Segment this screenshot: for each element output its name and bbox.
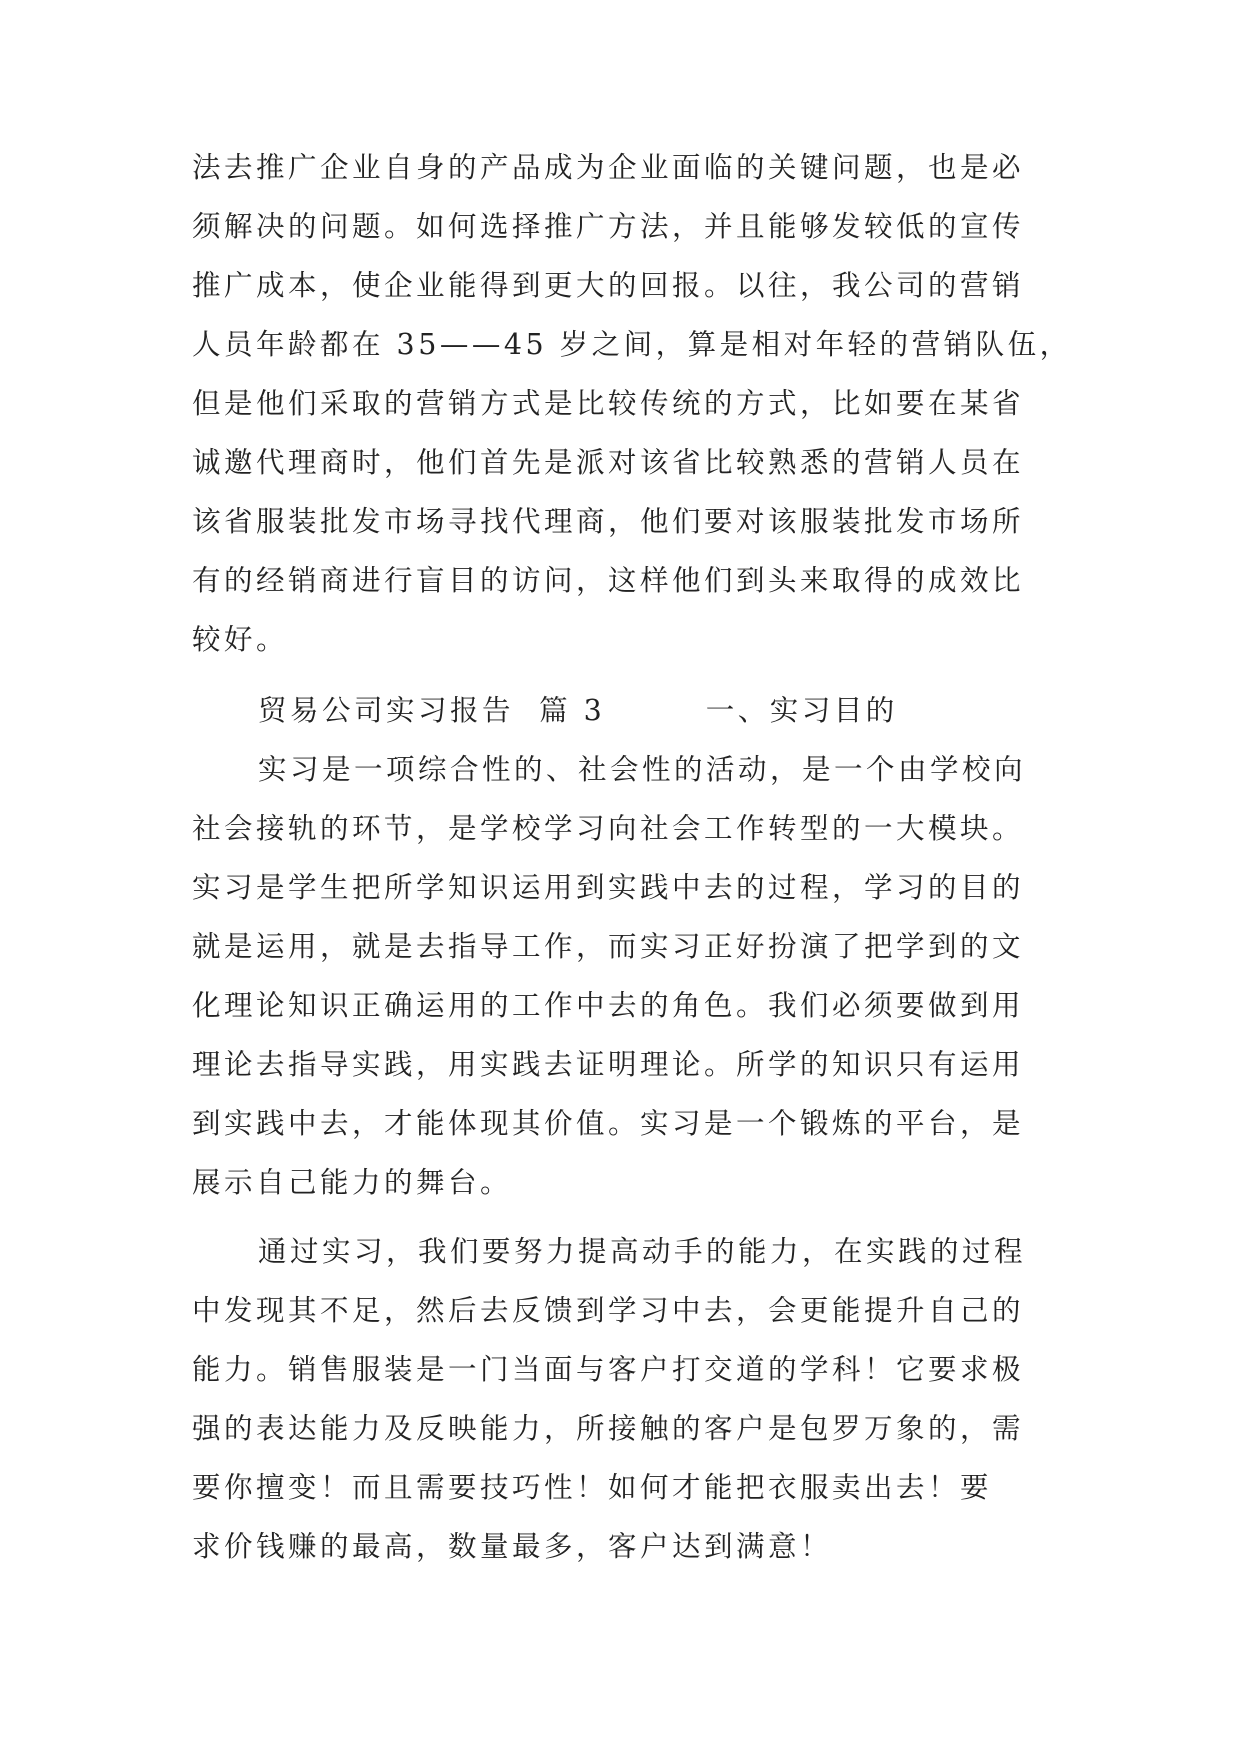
paragraph-line: 要你擅变！而且需要技巧性！如何才能把衣服卖出去！要 [192, 1471, 993, 1504]
paragraph-line: 到实践中去，才能体现其价值。实习是一个锻炼的平台，是 [192, 1107, 1025, 1140]
paragraph-line: 有的经销商进行盲目的访问，这样他们到头来取得的成效比 [192, 564, 1025, 597]
paragraph-line: 中发现其不足，然后去反馈到学习中去，会更能提升自己的 [192, 1294, 1025, 1327]
section-heading: 贸易公司实习报告 篇 3 一、实习目的 [258, 694, 898, 727]
paragraph-line: 展示自己能力的舞台。 [192, 1166, 513, 1199]
section-heading-block [192, 681, 1052, 740]
paragraph-3 [192, 1222, 1052, 1576]
paragraph-line: 该省服装批发市场寻找代理商，他们要对该服装批发市场所 [192, 505, 1025, 538]
paragraph-line: 能力。销售服装是一门当面与客户打交道的学科！它要求极 [192, 1353, 1025, 1386]
paragraph-line: 较好。 [192, 623, 289, 656]
paragraph-line: 社会接轨的环节，是学校学习向社会工作转型的一大模块。 [192, 812, 1025, 845]
paragraph-line: 诚邀代理商时，他们首先是派对该省比较熟悉的营销人员在 [192, 446, 1025, 479]
paragraph-line: 推广成本，使企业能得到更大的回报。以往，我公司的营销 [192, 269, 1025, 302]
paragraph-2 [192, 740, 1052, 1212]
paragraph-line: 理论去指导实践，用实践去证明理论。所学的知识只有运用 [192, 1048, 1025, 1081]
paragraph-line: 法去推广企业自身的产品成为企业面临的关键问题，也是必 [192, 151, 1025, 184]
paragraph-line: 但是他们采取的营销方式是比较传统的方式，比如要在某省 [192, 387, 1025, 420]
paragraph-line: 实习是一项综合性的、社会性的活动，是一个由学校向 [258, 753, 1027, 786]
paragraph-line: 化理论知识正确运用的工作中去的角色。我们必须要做到用 [192, 989, 1025, 1022]
paragraph-line: 通过实习，我们要努力提高动手的能力，在实践的过程 [258, 1235, 1027, 1268]
paragraph-1 [192, 138, 1072, 669]
paragraph-line: 就是运用，就是去指导工作，而实习正好扮演了把学到的文 [192, 930, 1025, 963]
paragraph-line: 实习是学生把所学知识运用到实践中去的过程，学习的目的 [192, 871, 1025, 904]
paragraph-line: 求价钱赚的最高，数量最多，客户达到满意！ [192, 1530, 833, 1563]
paragraph-line: 人员年龄都在 35——45 岁之间，算是相对年轻的营销队伍， [192, 328, 1072, 361]
paragraph-line: 强的表达能力及反映能力，所接触的客户是包罗万象的，需 [192, 1412, 1025, 1445]
paragraph-line: 须解决的问题。如何选择推广方法，并且能够发较低的宣传 [192, 210, 1025, 243]
